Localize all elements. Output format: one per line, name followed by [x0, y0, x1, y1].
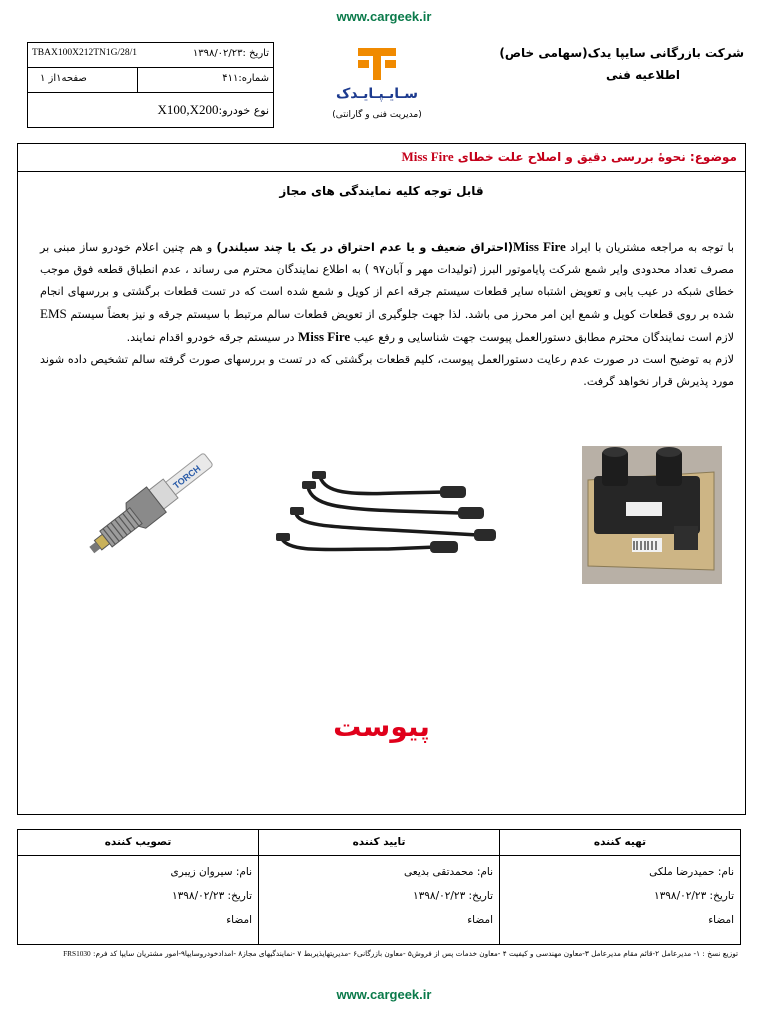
signature-approved	[258, 830, 499, 944]
technical-notice-label: اطلاعیه فنی	[606, 68, 680, 82]
spark-plug-image	[56, 444, 236, 574]
attention-heading: قابل توجه کلیه نمایندگی های مجاز	[279, 184, 484, 198]
paragraph-1	[40, 236, 734, 349]
saipa-yadak-logo	[322, 44, 432, 126]
saipa-logo-icon	[354, 44, 400, 84]
approved-date: تاریخ: ۱۳۹۸/۰۲/۲۳	[413, 890, 493, 902]
spark-plug-wires-image	[268, 469, 498, 569]
date-row	[28, 43, 273, 68]
company-block	[484, 46, 744, 82]
doc-code: TBAX100X212TN1G/28/1	[32, 48, 138, 58]
date-value: ۱۳۹۸/۰۲/۲۳	[192, 48, 243, 59]
distribution-line	[32, 949, 738, 958]
number-row	[28, 68, 273, 93]
p1-code-2: Miss Fire	[298, 329, 351, 344]
approved-sign: امضاء	[467, 914, 493, 926]
prepared-sign: امضاء	[708, 914, 734, 926]
vehicle-row	[28, 93, 273, 128]
logo-caption: (مدیریت فنی و گارانتی)	[332, 110, 422, 120]
subject-code: Miss Fire	[401, 149, 454, 164]
p1-ems: EMS	[40, 306, 67, 321]
company-name: شرکت بازرگانی سایپا یدک(سهامی خاص)	[499, 46, 744, 60]
p1-part-a: با توجه به مراجعه مشتریان با ایراد	[570, 241, 735, 254]
page-number: صفحه۱از ۱	[40, 73, 87, 84]
approved-name: نام: محمدتقی بدیعی	[404, 866, 493, 878]
site-url-top[interactable]: www.cargeek.ir	[336, 9, 432, 24]
ratified-sign: امضاء	[226, 914, 252, 926]
site-url-bottom[interactable]: www.cargeek.ir	[336, 987, 432, 1002]
ratified-name: نام: سیروان زیبری	[170, 866, 252, 878]
distribution-text: توزیع نسخ : ۱- مدیرعامل ۲-قائم مقام مدیرعامل ۳-معاون مهندسی و کیفیت ۴ -معاون خدمات پس از فروش۵ -معاون بازرگانی۶ -مدیریتهایذیربط ۷ -نمایندگیهای مجاز۸ -امدادخودروسایپا۹-امور مشتریان سایپا کد فرم:	[93, 949, 738, 958]
subject-line	[18, 144, 745, 172]
paragraph-2: لازم به توضیح است در صورت عدم رعایت دستورالعمل پیوست، کلیم قطعات برگشتی که در تست و بررسهای صورت گرفته سالم تشخیص داده شوند مورد پذیرش قرار نخواهد گرفت.	[40, 353, 734, 388]
ratified-date: تاریخ: ۱۳۹۸/۰۲/۲۳	[172, 890, 252, 902]
form-code: FRS1030	[63, 949, 91, 958]
ignition-coil-image	[582, 446, 722, 584]
logo-text: سـایـپـایـدک	[335, 86, 419, 102]
p1-code: Miss Fire	[512, 239, 566, 254]
p1-part-b: و هم چنین اعلام خودرو ساز مبنی بر مصرف تعداد محدودی وایر شمع شرکت پایاموتور البرز (تولیدات مهر و آبان۹۷ ) به اطلاع نمایندگان محترم می رساند ، عدم انطباق قطعه فوق موجب خطای شبکه در عیب یابی و تعویض اشتباه سایر قطعات سیستم جرقه اعم از کویل و شمع شده است که در تست قطعات برگشتی و بررسهای انجام شده بر روی قطعات کویل و شمع این امر محرز می باشد. لذا جهت جلوگیری از تعویض قطعات سالم مرتبط با سیستم جرقه و نیز بعضاً سیستم	[40, 241, 734, 321]
vehicle-label: نوع خودرو:	[218, 104, 269, 117]
subject-label: موضوع:	[689, 150, 737, 164]
document-info-box	[27, 42, 274, 128]
prepared-date: تاریخ: ۱۳۹۸/۰۲/۲۳	[654, 890, 734, 902]
p1-part-c: لازم است نمایندگان محترم مطابق دستورالعمل پیوست جهت شناسایی و رفع عیب	[353, 331, 734, 344]
attachment-label: پیوست	[333, 710, 430, 743]
signature-table	[17, 829, 741, 945]
subject-text: نحوهٔ بررسی دقیق و اصلاح علت خطای	[457, 150, 686, 164]
prepared-name: نام: حمیدرضا ملکی	[649, 866, 734, 878]
signature-ratified	[18, 830, 258, 944]
body-text	[40, 236, 734, 393]
ratified-head: تصویب کننده	[18, 830, 258, 856]
spark-plug-brand-text: TORCH	[171, 463, 203, 491]
vehicle-value: X100,X200	[157, 102, 219, 117]
date-label: تاریخ :	[242, 48, 269, 59]
signature-prepared	[499, 830, 740, 944]
doc-number: شماره:۴۱۱	[222, 73, 269, 84]
p1-bold: (احتراق ضعیف و یا عدم احتراق در یک یا چند سیلندر)	[216, 241, 513, 254]
p1-part-d: در سیستم جرقه خودرو اقدام نمایند.	[126, 331, 295, 344]
prepared-head: تهیه کننده	[500, 830, 740, 856]
main-content-frame	[17, 143, 746, 815]
approved-head: تایید کننده	[259, 830, 499, 856]
